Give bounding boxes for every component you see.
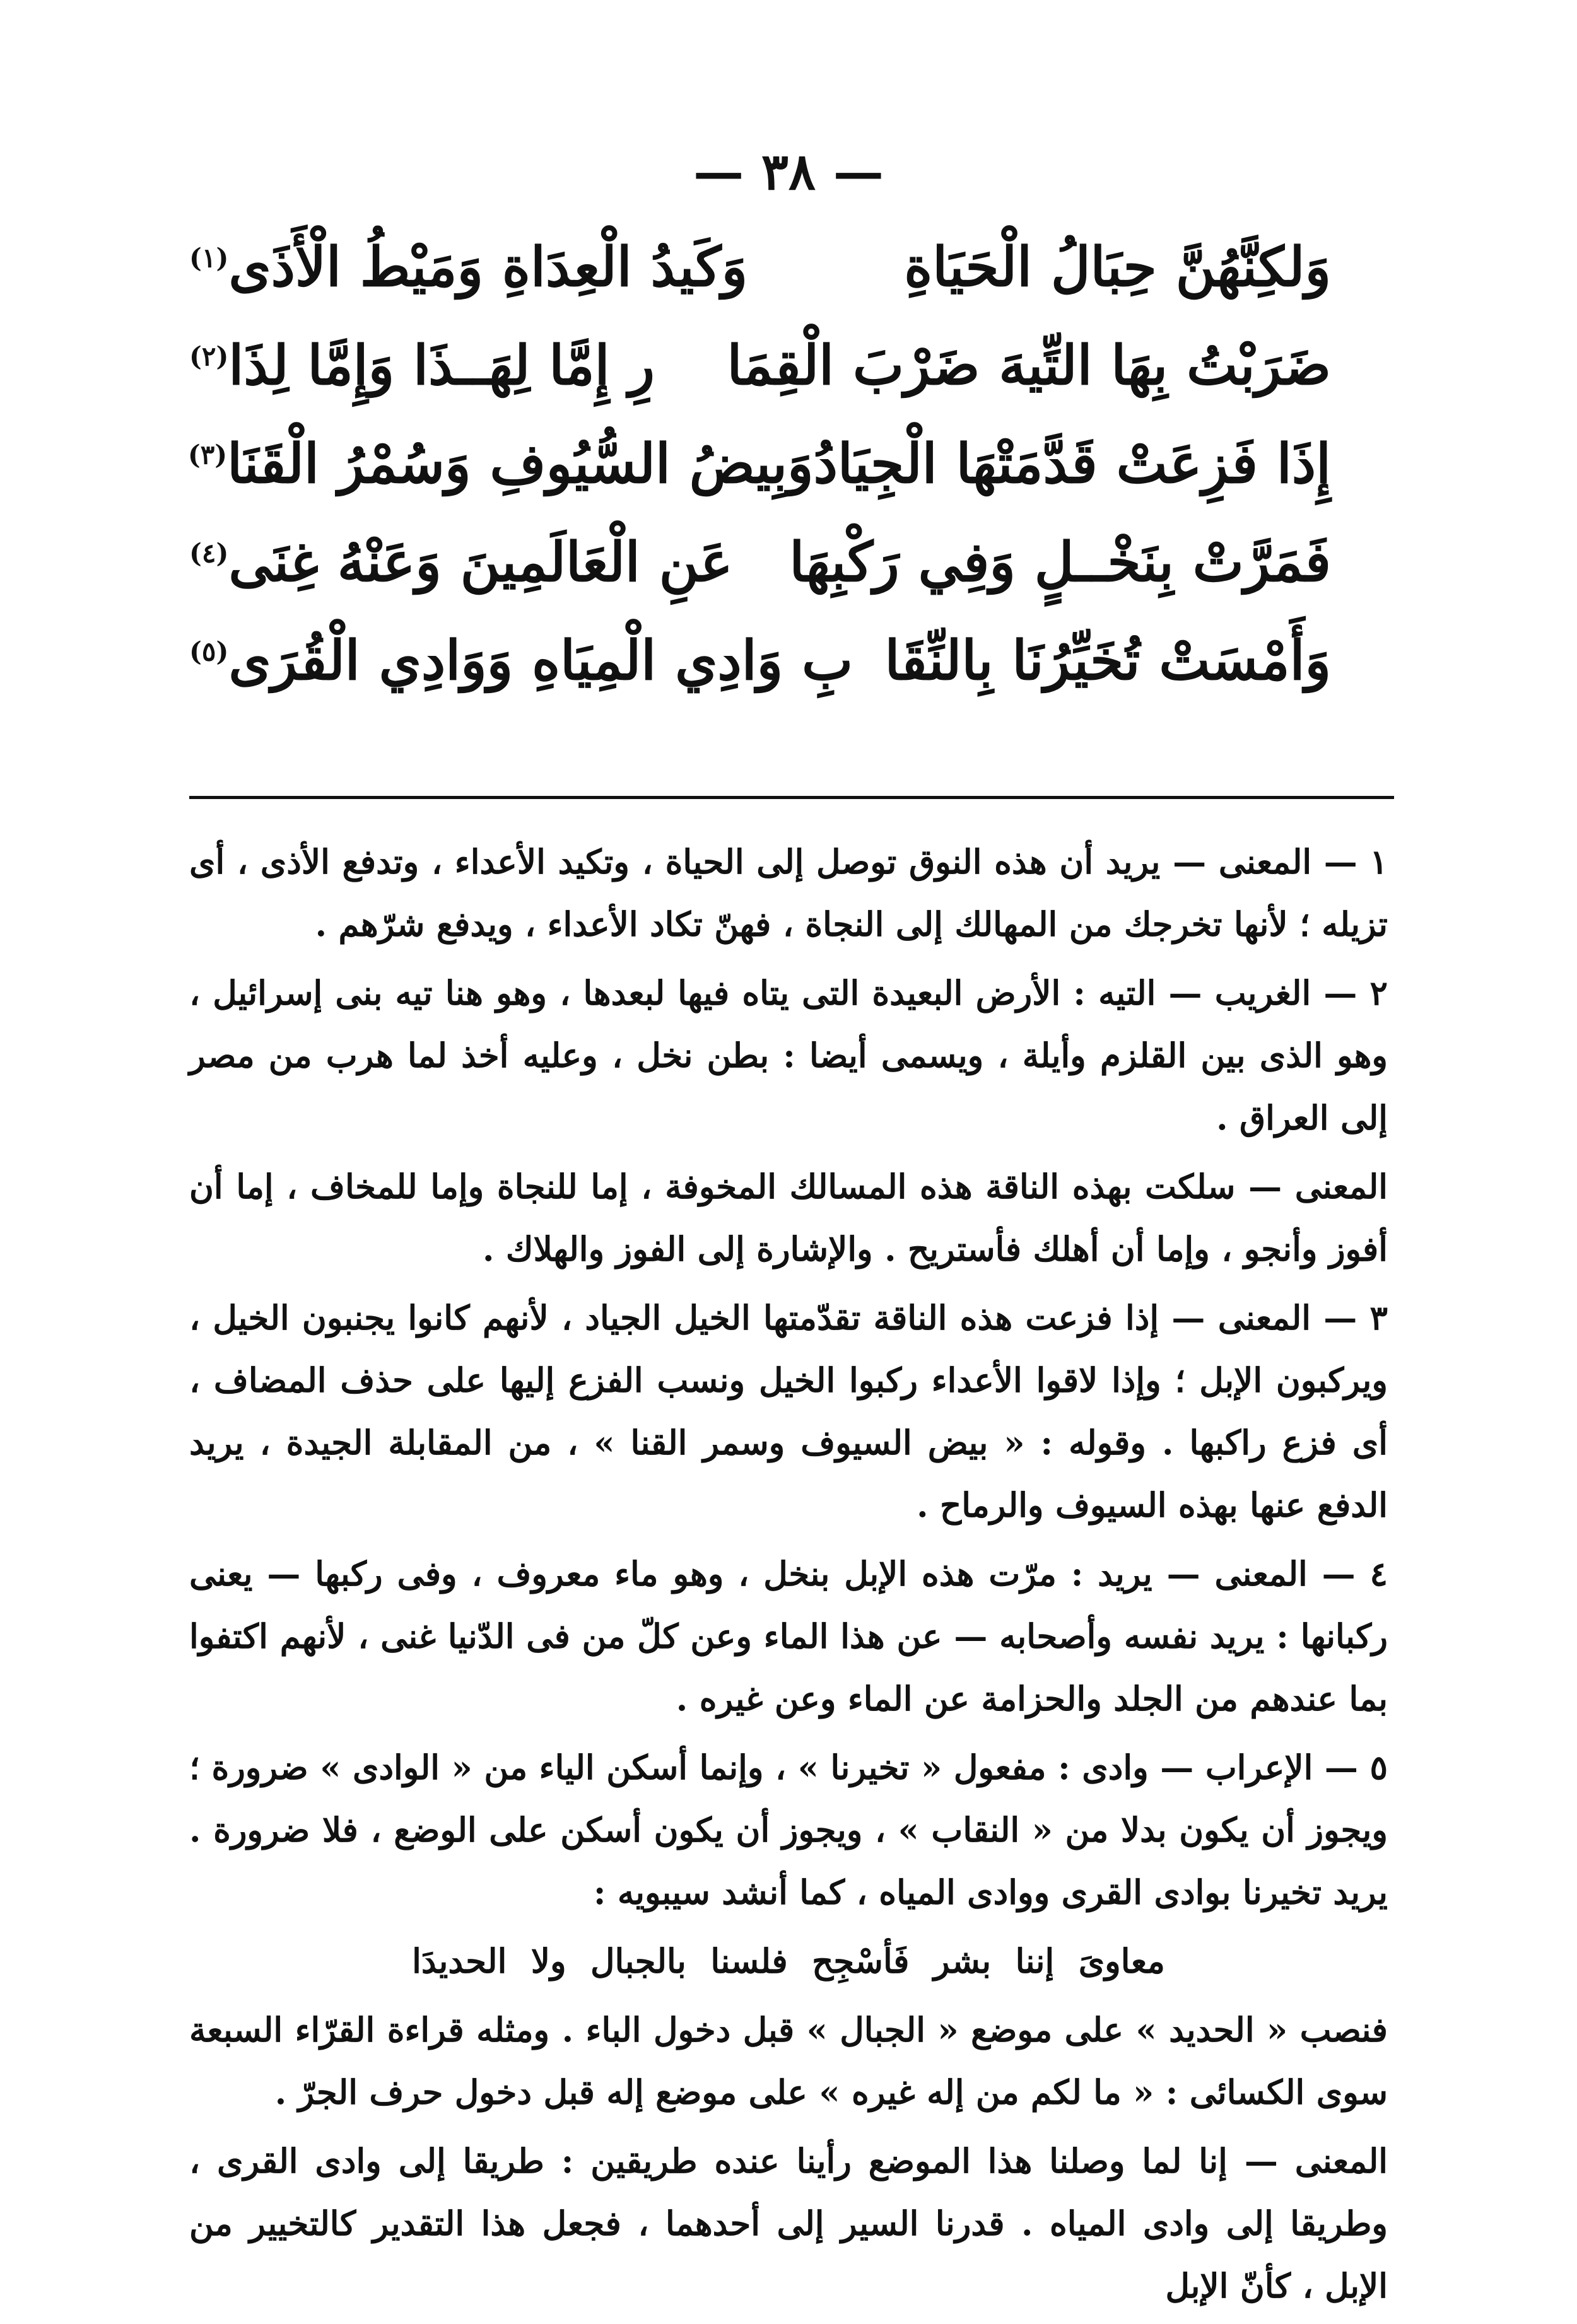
- footnote-5-meaning: المعنى — إنا لما وصلنا هذا الموضع رأينا عنده طريقين : طريقا إلى وادى القرى ، وطريقا إلى وادى المياه . قدرنا السير إلى أحدهما ، فجعل هذا التقدير كالتخيير من الإبل ، كأنّ الإبل: [189, 2142, 1388, 2306]
- verse-second-hemistich: [189, 334, 655, 397]
- verse-line: [189, 414, 1331, 513]
- separator-rule: [189, 796, 1394, 799]
- verse-second-text: رِ إِمَّا لِهَــذَا وَإِمَّا لِذَا: [228, 333, 655, 397]
- verse-line: [189, 316, 1331, 414]
- footnotes: [189, 831, 1388, 2324]
- footnote-marker: (٤): [189, 537, 229, 568]
- footnote-3: ٣ — المعنى — إذا فزعت هذه الناقة تقدّمتها الخيل الجياد ، لأنهم كانوا يجنبون الخيل ، ويركبون الإبل ؛ وإذا لاقوا الأعداء ركبوا الخيل ونسب الفزع إليها على حذف المضاف ، أى فزع راكبها . وقوله : « بيض السيوف وسمر القنا » ، من المقابلة الجيدة ، يريد الدفع عنها بهذه السيوف والرماح .: [189, 1299, 1388, 1525]
- verse-first-hemistich: وَأَمْسَتْ تُخَيِّرُنَا بِالنِّقَا: [884, 628, 1331, 692]
- verse-second-text: عَنِ الْعَالَمِينَ وَعَنْهُ غِنَى: [228, 530, 733, 594]
- verse-second-text: وَبِيضُ السُّيُوفِ وَسُمْرُ الْقَنَا: [227, 431, 814, 496]
- verse-second-hemistich: [189, 530, 733, 594]
- verse-first-hemistich: فَمَرَّتْ بِنَخْــلٍ وَفِي رَكْبِهَا: [789, 530, 1331, 594]
- verse-first-hemistich: ضَرَبْتُ بِهَا التِّيهَ ضَرْبَ الْقِمَا: [727, 333, 1331, 397]
- verse-line: [189, 611, 1331, 709]
- verse-second-hemistich: [188, 432, 814, 496]
- verse-line: [189, 513, 1331, 611]
- footnote-5-continued: فنصب « الحديد » على موضع « الجبال » قبل دخول الباء . ومثله قراءة القرّاء السبعة سوى الكسائى : « ما لكم من إله غيره » على موضع إله قبل دخول حرف الجرّ .: [189, 2011, 1388, 2112]
- verse-first-hemistich: إِذَا فَزِعَتْ قَدَّمَتْهَا الْجِيَادُ: [813, 431, 1331, 496]
- verse-second-text: بِ وَادِي الْمِيَاهِ وَوَادِي الْقُرَى: [228, 628, 853, 692]
- verse-second-hemistich: [189, 629, 853, 692]
- footnote-2-meaning: المعنى — سلكت بهذه الناقة هذه المسالك المخوفة ، إما للنجاة وإما للمخاف ، إما أن أفوز وأنجو ، وإما أن أهلك فأستريح . والإشارة إلى الفوز والهلاك .: [189, 1167, 1388, 1269]
- footnote-2-gloss: ٢ — الغريب — التيه : الأرض البعيدة التى يتاه فيها لبعدها ، وهو هنا تيه بنى إسرائيل ، وهو الذى بين القلزم وأيلة ، ويسمى أيضا : بطن نخل ، وعليه أخذ لما هرب من مصر إلى العراق .: [189, 974, 1388, 1138]
- page-number: — ٣٨ —: [693, 142, 884, 201]
- footnote-4: ٤ — المعنى — يريد : مرّت هذه الإبل بنخل ، وهو ماء معروف ، وفى ركبها — يعنى ركبانها : يريد نفسه وأصحابه — عن هذا الماء وعن كلّ من فى الدّنيا غنى ، لأنهم اكتفوا بما عندهم من الجلد والحزامة عن الماء وعن غيره .: [189, 1555, 1388, 1719]
- footnote-marker: (١): [189, 242, 229, 273]
- footnote-1: ١ — المعنى — يريد أن هذه النوق توصل إلى الحياة ، وتكيد الأعداء ، وتدفع الأذى ، أى تزيله ؛ لأنها تخرجك من المهالك إلى النجاة ، فهنّ تكاد الأعداء ، ويدفع شرّهم .: [189, 843, 1388, 944]
- verse-line: [189, 218, 1331, 316]
- footnote-marker: (٣): [187, 438, 228, 470]
- footnote-marker: (٥): [189, 635, 229, 667]
- cited-verse: معاوىَ إننا بشر فَأسْجِح فلسنا بالجبال ولا الحديدَا: [412, 1942, 1165, 1981]
- verse-second-text: وَكَيدُ الْعِدَاةِ وَمَيْطُ الْأَذَى: [228, 235, 748, 299]
- verse-second-hemistich: [189, 235, 747, 299]
- poem: [189, 218, 1331, 709]
- verse-first-hemistich: وَلكِنَّهُنَّ حِبَالُ الْحَيَاةِ: [904, 235, 1331, 299]
- footnote-5: ٥ — الإعراب — وادى : مفعول « تخيرنا » ، وإنما أسكن الياء من « الوادى » ضرورة ؛ ويجوز أن يكون بدلا من « النقاب » ، ويجوز أن يكون أسكن على الوضع ، فلا ضرورة . يريد تخيرنا بوادى القرى ووادى المياه ، كما أنشد سيبويه :: [189, 1748, 1388, 1912]
- footnote-marker: (٢): [189, 340, 229, 371]
